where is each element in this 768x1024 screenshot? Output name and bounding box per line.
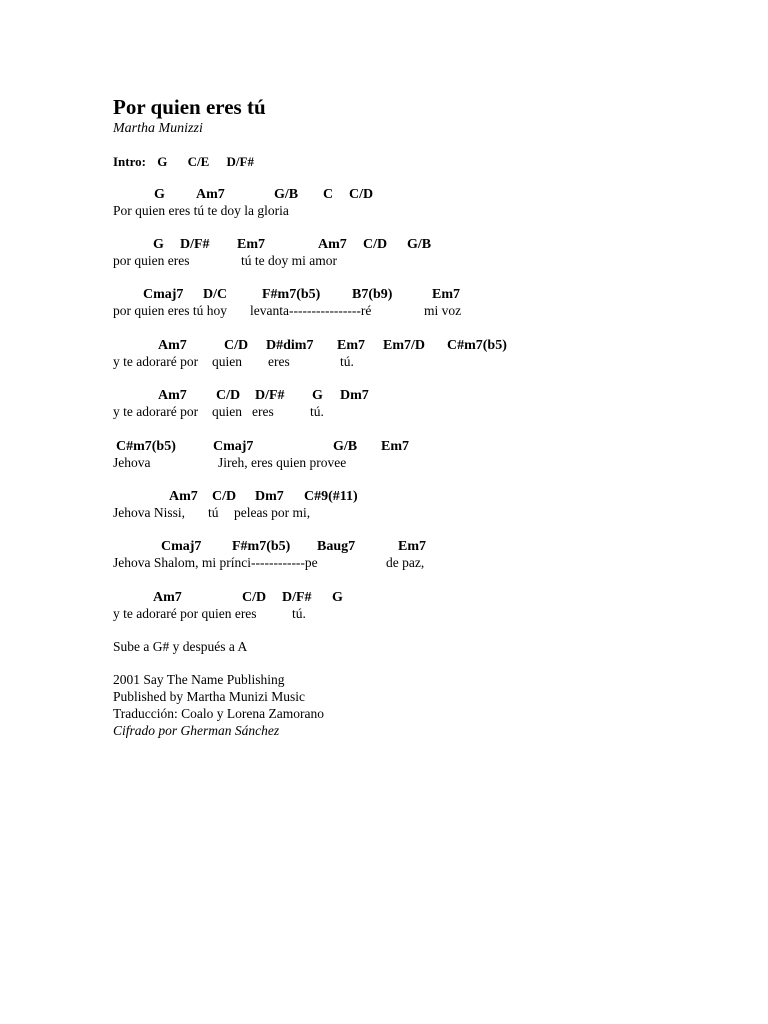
chord: C/D: [216, 388, 241, 403]
lyric: Jehova Nissi,: [113, 505, 185, 520]
chord: Baug7: [317, 539, 356, 554]
chord: D/F#: [180, 237, 210, 252]
chord: G: [154, 187, 165, 202]
intro-line: [113, 154, 254, 170]
chord: G: [312, 388, 323, 403]
chord: Em7: [432, 287, 460, 302]
chord: F#m7(b5): [262, 287, 321, 302]
credit-arranger: Cifrado por Gherman Sánchez: [113, 723, 280, 738]
chord: Em7/D: [383, 338, 425, 353]
chord: G: [153, 237, 164, 252]
intro-chord: C/E: [187, 154, 210, 169]
lyric: tú: [208, 505, 219, 520]
chord: D/F#: [282, 590, 312, 605]
lyric: levanta----------------ré: [250, 303, 372, 318]
lyric: eres: [268, 354, 290, 369]
lyric: tú.: [340, 354, 354, 369]
credit-translation: Traducción: Coalo y Lorena Zamorano: [113, 706, 324, 721]
chord: Em7: [381, 439, 409, 454]
chord: Em7: [337, 338, 365, 353]
song-title: Por quien eres tú: [113, 95, 266, 119]
lyric: Por quien eres tú te doy la gloria: [113, 203, 289, 218]
intro-chord: D/F#: [226, 154, 254, 169]
chord: C#9(#11): [304, 489, 358, 504]
lyric: quien: [212, 404, 242, 419]
chord: G/B: [407, 237, 432, 252]
chord: G: [332, 590, 343, 605]
intro-chord: G: [157, 154, 168, 169]
lyric: mi voz: [424, 303, 462, 318]
credit-copyright: 2001 Say The Name Publishing: [113, 672, 285, 687]
chord: C#m7(b5): [116, 439, 176, 454]
chord: Cmaj7: [143, 287, 184, 302]
lyric: quien: [212, 354, 242, 369]
lyric: tú.: [292, 606, 306, 621]
chord: C/D: [349, 187, 374, 202]
chord: C/D: [363, 237, 388, 252]
lyric: de paz,: [386, 555, 425, 570]
chord: G/B: [333, 439, 358, 454]
lyric: y te adoraré por quien eres: [113, 606, 257, 621]
chord: Dm7: [255, 489, 284, 504]
chord: Am7: [153, 590, 182, 605]
lyric: eres: [252, 404, 274, 419]
lyric: peleas por mi,: [234, 505, 311, 520]
chord: D#dim7: [266, 338, 314, 353]
chord: C#m7(b5): [447, 338, 507, 353]
lyric: y te adoraré por: [113, 354, 199, 369]
intro-label: Intro:: [113, 154, 146, 169]
lyric: y te adoraré por: [113, 404, 199, 419]
chord: C/D: [224, 338, 249, 353]
chord: G/B: [274, 187, 299, 202]
chord: Cmaj7: [213, 439, 254, 454]
chord: Em7: [398, 539, 426, 554]
lyric: por quien eres tú hoy: [113, 303, 227, 318]
chord: F#m7(b5): [232, 539, 291, 554]
chord: Cmaj7: [161, 539, 202, 554]
lyric: Jireh, eres quien provee: [218, 455, 347, 470]
lyric: Jehova Shalom, mi prínci------------pe: [113, 555, 318, 570]
chord: Em7: [237, 237, 265, 252]
lyric: tú.: [310, 404, 324, 419]
chord: D/F#: [255, 388, 285, 403]
chord: D/C: [203, 287, 228, 302]
key-change-note: Sube a G# y después a A: [113, 639, 248, 654]
chord: C/D: [212, 489, 237, 504]
chord: Dm7: [340, 388, 369, 403]
lyric: Jehova: [113, 455, 151, 470]
chord: Am7: [158, 338, 187, 353]
chord: C/D: [242, 590, 267, 605]
lyric: por quien eres: [113, 253, 190, 268]
song-author: Martha Munizzi: [113, 121, 203, 136]
credit-publisher: Published by Martha Munizi Music: [113, 689, 305, 704]
chord: Am7: [158, 388, 187, 403]
chord: Am7: [318, 237, 347, 252]
chord: Am7: [196, 187, 225, 202]
chord: Am7: [169, 489, 198, 504]
chord: B7(b9): [352, 287, 393, 302]
chord: C: [323, 187, 334, 202]
lyric: tú te doy mi amor: [241, 253, 337, 268]
